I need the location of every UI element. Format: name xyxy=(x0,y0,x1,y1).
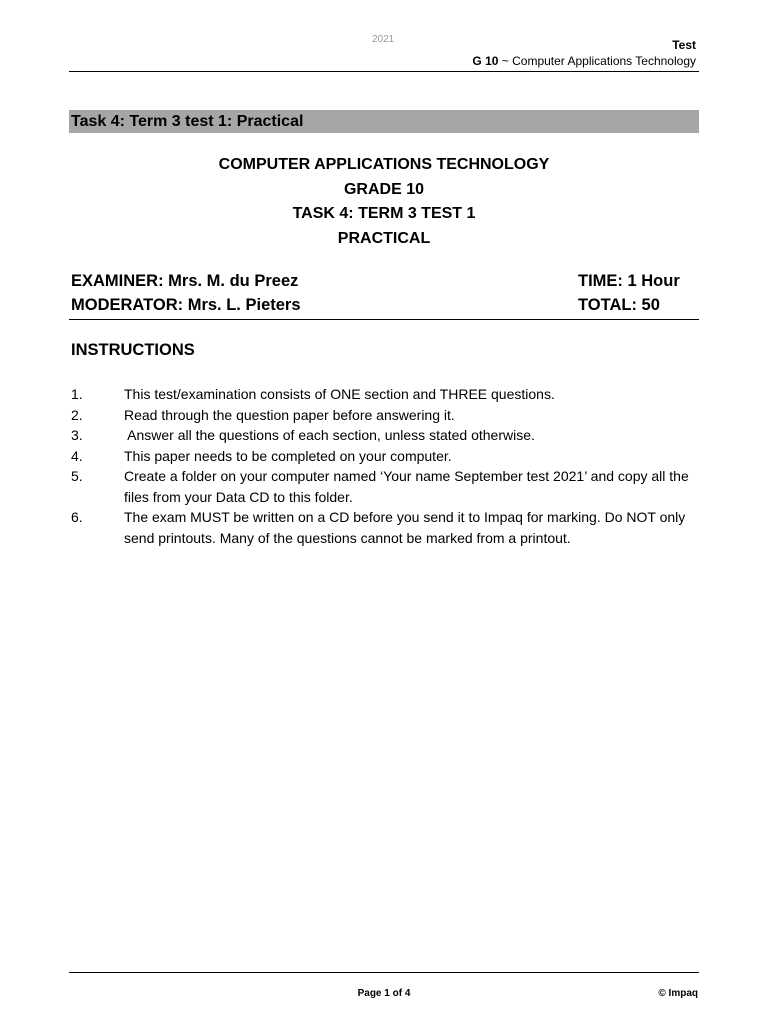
header-grade: G 10 xyxy=(472,54,499,68)
instructions-list xyxy=(71,384,699,548)
list-item-number: 5. xyxy=(71,468,83,484)
list-item-text: This test/examination consists of ONE section and THREE questions. xyxy=(124,386,555,402)
task-bar: Task 4: Term 3 test 1: Practical xyxy=(69,110,699,133)
title-block xyxy=(69,153,699,251)
meta-row-moderator xyxy=(71,293,699,317)
list-item-number: 3. xyxy=(71,427,83,443)
header-year: 2021 xyxy=(372,34,395,45)
total-label: TOTAL: 50 xyxy=(578,296,660,314)
list-item-number: 4. xyxy=(71,447,83,464)
list-item xyxy=(71,405,699,426)
list-item xyxy=(71,446,699,467)
header-subject-text: ~ Computer Applications Technology xyxy=(501,54,696,68)
footer-rule xyxy=(69,972,699,973)
title-line-grade: GRADE 10 xyxy=(343,180,425,198)
moderator-label: MODERATOR: Mrs. L. Pieters xyxy=(71,296,301,314)
list-item-text: This paper needs to be completed on your computer. xyxy=(124,447,452,464)
meta-rule xyxy=(69,319,699,320)
list-item xyxy=(71,425,699,446)
footer-page-number: Page 1 of 4 xyxy=(357,988,411,999)
list-item xyxy=(71,384,699,405)
title-line-type: PRACTICAL xyxy=(337,229,431,247)
footer-copyright: © Impaq xyxy=(658,988,698,999)
list-item-text: Read through the question paper before answering it. xyxy=(124,406,455,423)
header-subject xyxy=(472,53,696,69)
header-doc-type: Test xyxy=(672,38,696,52)
list-item-text: The exam MUST be written on a CD before you send it to Impaq for marking. Do NOT only send printouts. Many of the questions cannot be marked from a printout. xyxy=(124,509,686,546)
list-item-number: 6. xyxy=(71,509,83,525)
list-item-number: 1. xyxy=(71,386,83,402)
header-rule xyxy=(69,71,699,72)
header-right xyxy=(472,37,696,69)
time-label: TIME: 1 Hour xyxy=(578,272,680,290)
list-item-text: Answer all the questions of each section, unless stated otherwise. xyxy=(124,427,535,443)
list-item-number: 2. xyxy=(71,406,83,423)
title-line-task: TASK 4: TERM 3 TEST 1 xyxy=(292,205,476,222)
title-line-subject: COMPUTER APPLICATIONS TECHNOLOGY xyxy=(218,156,550,173)
list-item xyxy=(71,466,699,507)
list-item-text: Create a folder on your computer named ‘Your name September test 2021’ and copy all the files from your Data CD to this folder. xyxy=(124,468,689,505)
examiner-label: EXAMINER: Mrs. M. du Preez xyxy=(71,272,299,290)
instructions-heading: INSTRUCTIONS xyxy=(71,341,195,359)
meta-row-examiner xyxy=(71,269,699,293)
list-item xyxy=(71,507,699,548)
